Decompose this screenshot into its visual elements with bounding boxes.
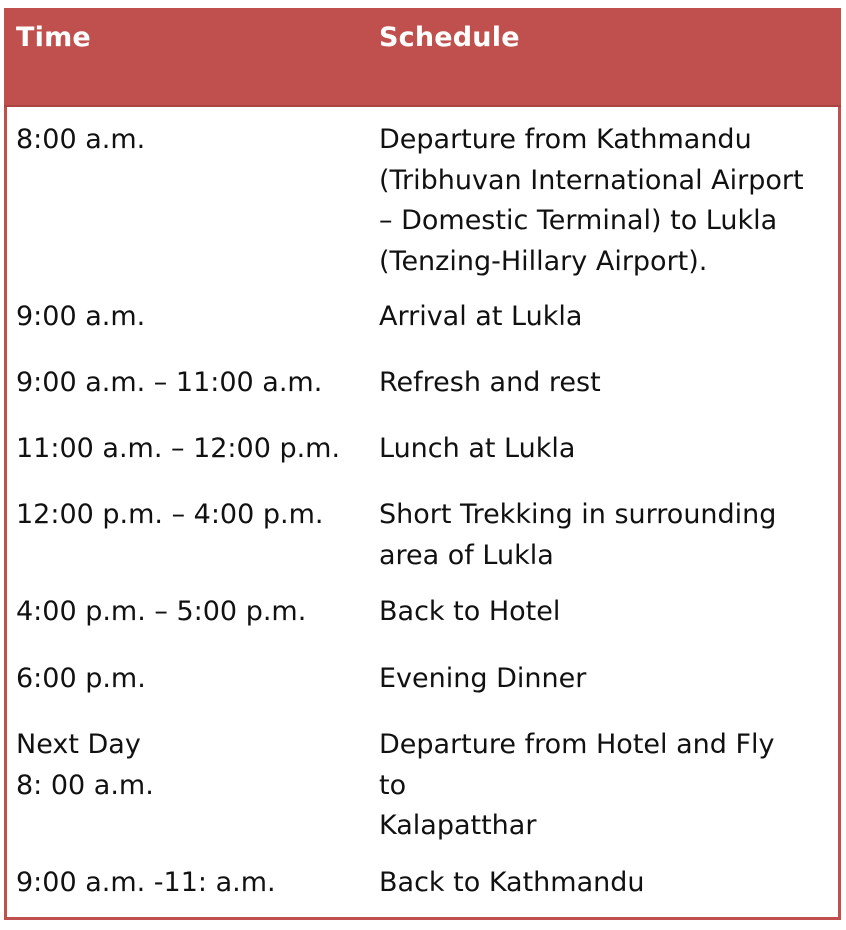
time-cell: 11:00 a.m. – 12:00 p.m. — [16, 433, 341, 464]
schedule-cell: Arrival at Lukla — [379, 301, 583, 332]
time-cell: 6:00 p.m. — [16, 663, 146, 694]
schedule-cell: Short Trekking in surrounding area of Lukla — [379, 499, 777, 571]
schedule-cell: Evening Dinner — [379, 663, 587, 694]
time-cell: 8:00 a.m. — [16, 124, 146, 155]
schedule-cell: Refresh and rest — [379, 367, 601, 398]
time-cell: Next Day 8: 00 a.m. — [16, 729, 154, 801]
header-schedule: Schedule — [379, 22, 520, 53]
time-cell: 9:00 a.m. – 11:00 a.m. — [16, 367, 323, 398]
schedule-table — [4, 8, 841, 920]
time-cell: 12:00 p.m. – 4:00 p.m. — [16, 499, 324, 530]
header-time: Time — [16, 22, 91, 53]
time-cell: 4:00 p.m. – 5:00 p.m. — [16, 596, 307, 627]
schedule-cell: Back to Hotel — [379, 596, 561, 627]
table-header-row — [4, 8, 841, 107]
schedule-cell: Lunch at Lukla — [379, 433, 576, 464]
schedule-cell: Departure from Hotel and Fly to Kalapatthar — [379, 729, 775, 841]
time-cell: 9:00 a.m. — [16, 301, 146, 332]
schedule-cell: Back to Kathmandu — [379, 867, 645, 898]
schedule-cell: Departure from Kathmandu (Tribhuvan International Airport – Domestic Terminal) to Lukla (Tenzing-Hillary Airport). — [379, 124, 804, 277]
time-cell: 9:00 a.m. -11: a.m. — [16, 867, 276, 898]
